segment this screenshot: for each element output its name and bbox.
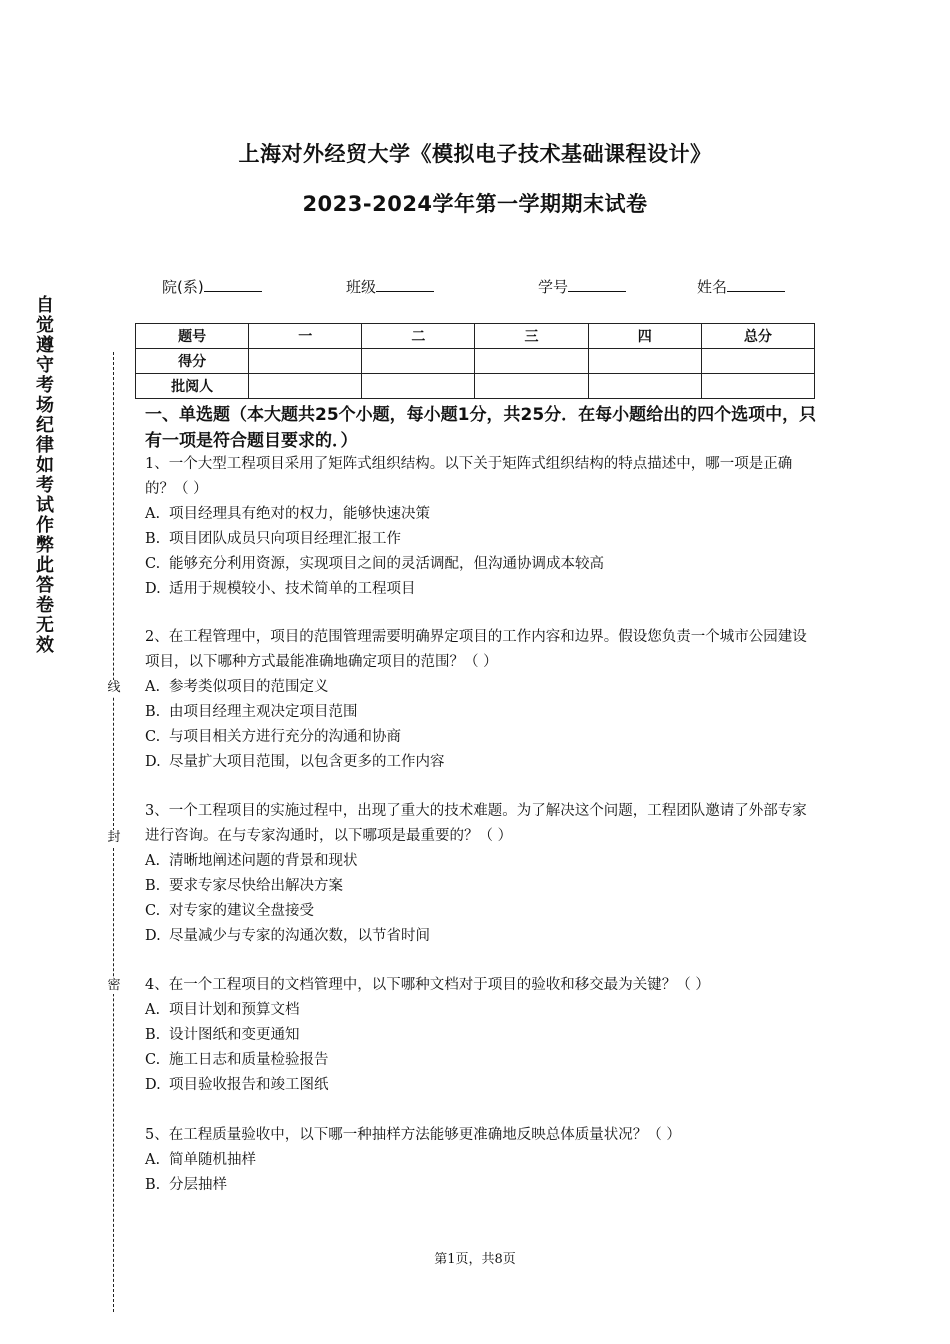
option-text: 项目团队成员只向项目经理汇报工作: [169, 531, 401, 547]
department-label: 院(系): [162, 278, 204, 296]
option-text: 清晰地阐述问题的背景和现状: [169, 853, 358, 869]
option-a[interactable]: [145, 502, 810, 527]
score-header-cell: 总分: [701, 324, 814, 349]
score-header-cell: 四: [588, 324, 701, 349]
option-label: D.: [145, 928, 161, 944]
name-label: 姓名: [697, 278, 728, 296]
option-d[interactable]: [145, 750, 810, 775]
option-b[interactable]: [145, 1173, 810, 1198]
question-1: [145, 452, 810, 602]
question-3: [145, 799, 810, 949]
question-4: [145, 973, 810, 1098]
question-2: [145, 625, 810, 775]
score-cell[interactable]: [249, 349, 362, 374]
score-cell[interactable]: [701, 349, 814, 374]
score-header-cell: 一: [249, 324, 362, 349]
option-text: 设计图纸和变更通知: [169, 1027, 300, 1043]
option-a[interactable]: [145, 998, 810, 1023]
score-cell[interactable]: [362, 349, 475, 374]
option-label: D.: [145, 754, 161, 770]
option-label: A.: [145, 853, 161, 869]
name-blank[interactable]: [727, 276, 785, 292]
question-5: [145, 1123, 810, 1198]
option-text: 要求专家尽快给出解决方案: [169, 878, 343, 894]
department-blank[interactable]: [204, 276, 262, 292]
student-id-label: 学号: [538, 278, 569, 296]
option-label: C.: [145, 729, 161, 745]
exam-title-line1: 上海对外经贸大学《模拟电子技术基础课程设计》: [238, 142, 712, 166]
option-text: 分层抽样: [169, 1177, 227, 1193]
seal-mark-line: 线: [107, 680, 121, 695]
option-text: 项目验收报告和竣工图纸: [169, 1077, 329, 1093]
question-stem: 2、在工程管理中，项目的范围管理需要明确界定项目的工作内容和边界。假设您负责一个城市公园建设项目，以下哪种方式最能准确地确定项目的范围？（ ）: [145, 629, 807, 670]
question-stem: 3、一个工程项目的实施过程中，出现了重大的技术难题。为了解决这个问题，工程团队邀请了外部专家进行咨询。在与专家沟通时，以下哪项是最重要的？（ ）: [145, 803, 807, 844]
option-text: 与项目相关方进行充分的沟通和协商: [169, 729, 401, 745]
score-header-cell: 题号: [136, 324, 249, 349]
option-d[interactable]: [145, 924, 810, 949]
option-c[interactable]: [145, 725, 810, 750]
option-label: D.: [145, 581, 161, 597]
score-cell[interactable]: [475, 349, 588, 374]
student-id-blank[interactable]: [568, 276, 626, 292]
section-heading: 一、单选题（本大题共25个小题，每小题1分，共25分．在每小题给出的四个选项中，只有一项是符合题目要求的．）: [145, 405, 817, 451]
question-stem: 5、在工程质量验收中，以下哪一种抽样方法能够更准确地反映总体质量状况？（ ）: [145, 1127, 681, 1143]
option-label: B.: [145, 531, 161, 547]
option-label: D.: [145, 1077, 161, 1093]
seal-mark-seal: 封: [107, 830, 121, 845]
score-table-header-row: [136, 324, 815, 349]
option-text: 对专家的建议全盘接受: [169, 903, 314, 919]
score-table: [135, 323, 815, 399]
option-b[interactable]: [145, 874, 810, 899]
class-blank[interactable]: [376, 276, 434, 292]
option-b[interactable]: [145, 527, 810, 552]
score-row: [136, 349, 815, 374]
option-d[interactable]: [145, 1073, 810, 1098]
option-text: 简单随机抽样: [169, 1152, 256, 1168]
option-text: 施工日志和质量检验报告: [169, 1052, 329, 1068]
score-row-label: 得分: [136, 349, 249, 374]
exam-title-line2: 2023-2024学年第一学期期末试卷: [302, 192, 648, 216]
grader-cell[interactable]: [362, 374, 475, 399]
option-label: A.: [145, 679, 161, 695]
option-label: A.: [145, 1002, 161, 1018]
option-label: C.: [145, 1052, 161, 1068]
option-text: 项目计划和预算文档: [169, 1002, 300, 1018]
option-text: 参考类似项目的范围定义: [169, 679, 329, 695]
option-label: C.: [145, 903, 161, 919]
option-label: A.: [145, 506, 161, 522]
option-c[interactable]: [145, 899, 810, 924]
option-c[interactable]: [145, 552, 810, 577]
option-b[interactable]: [145, 700, 810, 725]
grader-cell[interactable]: [249, 374, 362, 399]
option-b[interactable]: [145, 1023, 810, 1048]
score-cell[interactable]: [588, 349, 701, 374]
option-label: B.: [145, 1177, 161, 1193]
department-field: [162, 276, 262, 297]
question-stem: 1、一个大型工程项目采用了矩阵式组织结构。以下关于矩阵式组织结构的特点描述中，哪一项是正确的？（ ）: [145, 456, 793, 497]
name-field: [697, 276, 785, 297]
exam-discipline-notice: 自觉遵守考场纪律如考试作弊此答卷无效: [36, 295, 54, 656]
option-label: B.: [145, 878, 161, 894]
option-label: C.: [145, 556, 161, 572]
class-label: 班级: [346, 278, 377, 296]
score-header-cell: 二: [362, 324, 475, 349]
score-header-cell: 三: [475, 324, 588, 349]
option-c[interactable]: [145, 1048, 810, 1073]
grader-cell[interactable]: [475, 374, 588, 399]
question-stem: 4、在一个工程项目的文档管理中，以下哪种文档对于项目的验收和移交最为关键？（ ）: [145, 977, 710, 993]
option-text: 尽量减少与专家的沟通次数，以节省时间: [169, 928, 430, 944]
grader-row-label: 批阅人: [136, 374, 249, 399]
student-id-field: [538, 276, 626, 297]
option-label: A.: [145, 1152, 161, 1168]
option-text: 尽量扩大项目范围，以包含更多的工作内容: [169, 754, 445, 770]
page-number: 第1页，共8页: [434, 1252, 516, 1267]
option-label: B.: [145, 1027, 161, 1043]
option-text: 由项目经理主观决定项目范围: [169, 704, 358, 720]
option-label: B.: [145, 704, 161, 720]
option-a[interactable]: [145, 849, 810, 874]
seal-mark-secret: 密: [107, 978, 121, 993]
class-field: [346, 276, 434, 297]
option-text: 能够充分利用资源，实现项目之间的灵活调配，但沟通协调成本较高: [169, 556, 604, 572]
grader-cell[interactable]: [701, 374, 814, 399]
option-a[interactable]: [145, 1148, 810, 1173]
option-d[interactable]: [145, 577, 810, 602]
option-a[interactable]: [145, 675, 810, 700]
option-text: 适用于规模较小、技术简单的工程项目: [169, 581, 416, 597]
option-text: 项目经理具有绝对的权力，能够快速决策: [169, 506, 430, 522]
grader-row: [136, 374, 815, 399]
grader-cell[interactable]: [588, 374, 701, 399]
